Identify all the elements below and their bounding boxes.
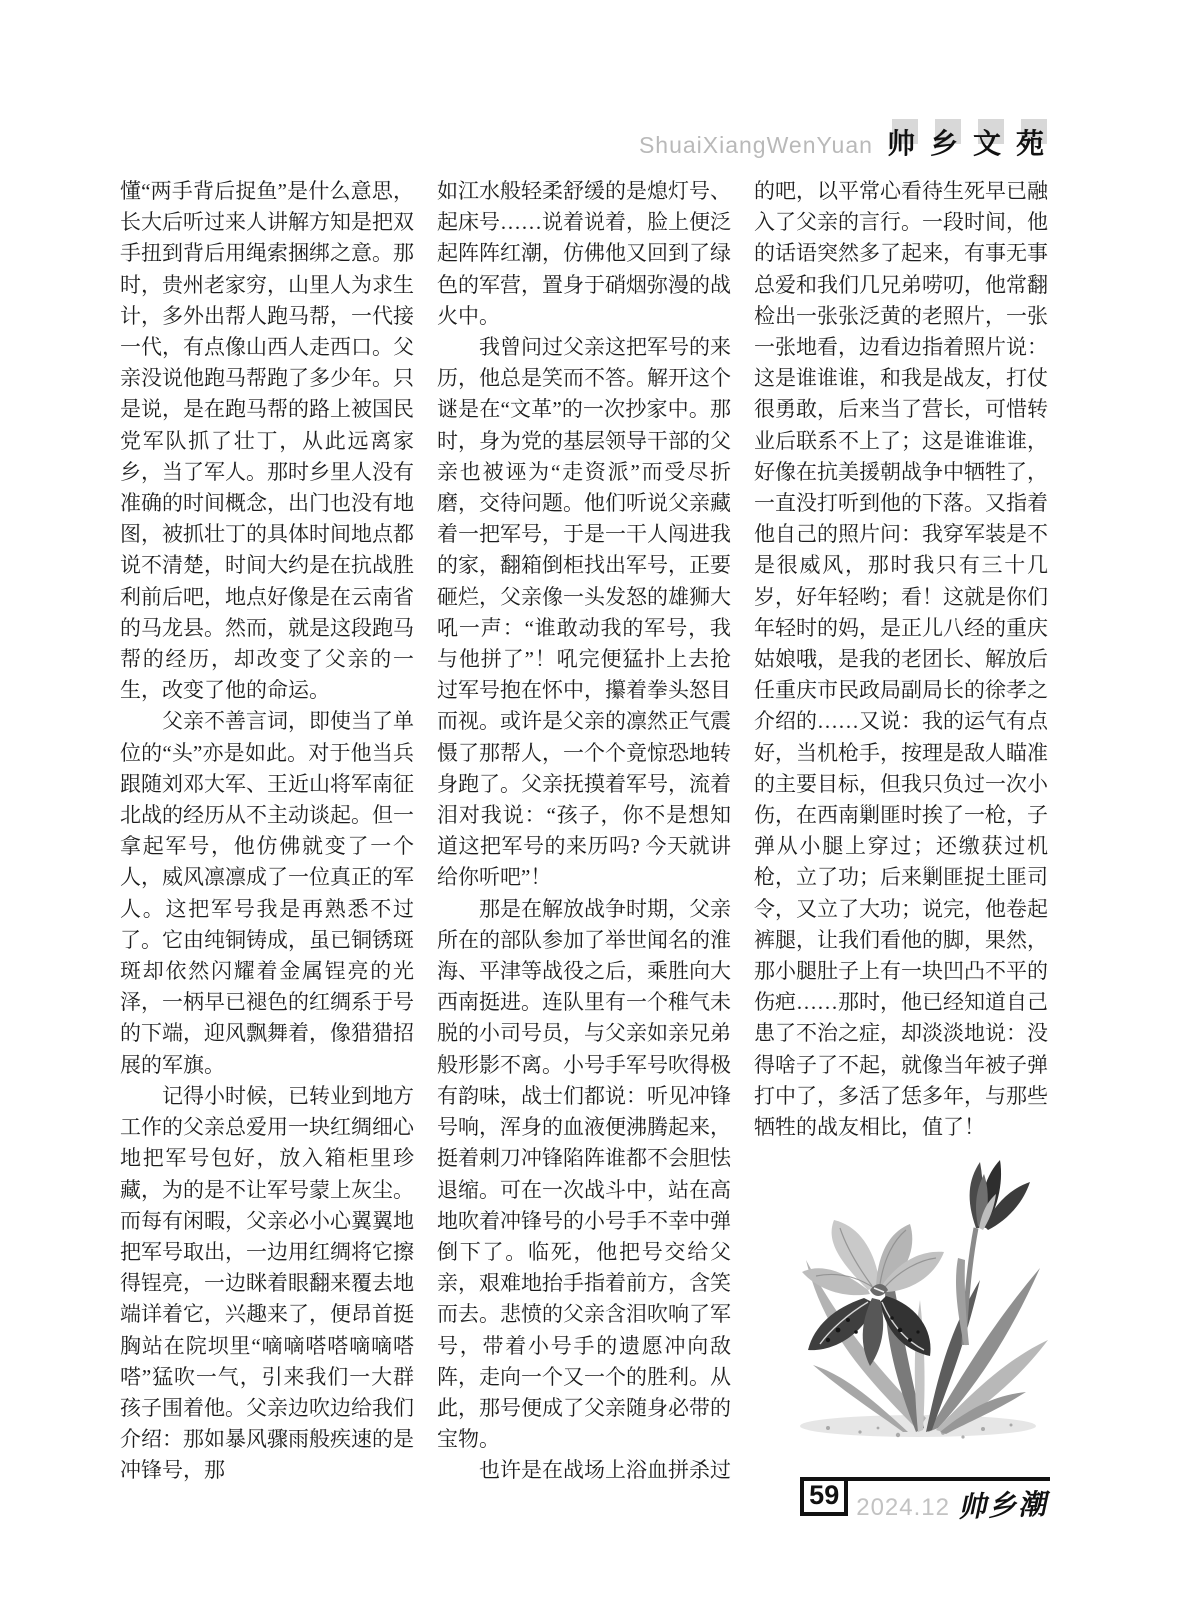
paragraph: 懂“两手背后捉鱼”是什么意思，长大后听过来人讲解方知是把双手扭到背后用绳索捆绑之意。那时，贵州老家穷，山里人为求生计，多外出帮人跑马帮，一代接一代，有点像山西人走西口。父亲没说他跑马帮跑了多少年。只是说，是在跑马帮的路上被国民党军队抓了壮丁，从此远离家乡，当了军人。那时乡里人没有准确的时间概念，出门也没有地图，被抓壮丁的具体时间地点都说不清楚，时间大约是在抗战胜利前后吧，地点好像是在云南省的马龙县。然而，就是这段跑马帮的经历，却改变了父亲的一生，改变了他的命运。 — [120, 179, 414, 703]
column-1 — [120, 176, 414, 1487]
page-number: 59 — [800, 1477, 848, 1516]
journal-title-char: 文 — [973, 122, 1005, 162]
journal-logo-script: 帅乡潮 — [957, 1487, 1049, 1524]
paragraph: 我曾问过父亲这把军号的来历，他总是笑而不答。解开这个谜是在“文革”的一次抄家中。那时，身为党的基层领导干部的父亲也被诬为“走资派”而受尽折磨，交待问题。他们听说父亲藏着一把军号，于是一干人闯进我的家，翻箱倒柜找出军号，正要砸烂，父亲像一头发怒的雄狮大吼一声：“谁敢动我的军号，我与他拼了”！吼完便猛扑上去抢过军号抱在怀中，攥着拳头怒目而视。或许是父亲的凛然正气震慑了那帮人，一个个竟惊恐地转身跑了。父亲抚摸着军号，流着泪对我说：“孩子，你不是想知道这把军号的来历吗? 今天就讲给你听吧”！ — [437, 335, 731, 890]
column-2 — [437, 176, 731, 1487]
iris-illustration — [768, 1140, 1054, 1440]
footer-rule — [848, 1477, 1050, 1524]
paragraph: 如江水般轻柔舒缓的是熄灯号、起床号……说着说着，脸上便泛起阵阵红潮，仿佛他又回到了绿色的军营，置身于硝烟弥漫的战火中。 — [437, 179, 731, 328]
paragraph: 那是在解放战争时期，父亲所在的部队参加了举世闻名的淮海、平津等战役之后，乘胜向大西南挺进。连队里有一个稚气未脱的小司号员，与父亲如亲兄弟般形影不离。小号手军号吹得极有韵味，战士们都说：听见冲锋号响，浑身的血液便沸腾起来，挺着刺刀冲锋陷阵谁都不会胆怯退缩。可在一次战斗中，站在高地吹着冲锋号的小号手不幸中弹倒下了。临死，他把号交给父亲，艰难地抬手指着前方，含笑而去。悲愤的父亲含泪吹响了军号，带着小号手的遗愿冲向敌阵，走向一个又一个的胜利。从此，那号便成了父亲随身必带的宝物。 — [437, 896, 731, 1452]
journal-title-char: 帅 — [887, 122, 919, 162]
paragraph: 也许是在战场上浴血拼杀过 — [479, 1458, 731, 1483]
journal-title-char: 乡 — [930, 122, 962, 162]
page-header — [639, 122, 1048, 162]
paragraph: 的吧，以平常心看待生死早已融入了父亲的言行。一段时间，他的话语突然多了起来，有事无事总爱和我们几兄弟唠叨，他常翻检出一张张泛黄的老照片，一张一张地看，边看边指着照片说：这是谁谁谁，和我是战友，打仗很勇敢，后来当了营长，可惜转业后联系不上了；这是谁谁谁，好像在抗美援朝战争中牺牲了，一直没打听到他的下落。又指着他自己的照片问：我穿军装是不是很威风，那时我只有三十几岁，好年轻哟；看！这就是你们年轻时的妈，是正儿八经的重庆姑娘哦，是我的老团长、解放后任重庆市民政局副局长的徐孝之介绍的……又说：我的运气有点好，当机枪手，按理是敌人瞄准的主要目标，但我只负过一次小伤，在西南剿匪时挨了一枪，子弹从小腿上穿过；还缴获过机枪，立了功；后来剿匪捉土匪司令，又立了大功；说完，他卷起裤腿，让我们看他的脚，果然，那小腿肚子上有一块凹凸不平的伤疤……那时，他已经知道自己患了不治之症，却淡淡地说：没得啥子了不起，就像当年被子弹打中了，多活了恁多年，与那些牺牲的战友相比，值了！ — [754, 179, 1048, 1140]
issue-date: 2024.12 — [856, 1494, 950, 1521]
journal-pinyin: ShuaiXiangWenYuan — [638, 132, 873, 158]
journal-title — [887, 122, 1048, 162]
journal-title-char: 苑 — [1016, 122, 1048, 162]
page-footer — [800, 1477, 1050, 1524]
paragraph: 记得小时候，已转业到地方工作的父亲总爱用一块红绸细心地把军号包好，放入箱柜里珍藏，为的是不让军号蒙上灰尘。而每有闲暇，父亲必小心翼翼地把军号取出，一边用红绸将它擦得锃亮，一边眯着眼翻来覆去地端详着它，兴趣来了，便昂首挺胸站在院坝里“嘀嘀嗒嗒嘀嘀嗒嗒”猛吹一气，引来我们一大群孩子围着他。父亲边吹边给我们介绍：那如暴风骤雨般疾速的是冲锋号，那 — [120, 1083, 414, 1483]
paragraph: 父亲不善言词，即使当了单位的“头”亦是如此。对于他当兵跟随刘邓大军、王近山将军南征北战的经历从不主动谈起。但一拿起军号，他仿佛就变了一个人，威风凛凛成了一位真正的军人。这把军号我是再熟悉不过了。它由纯铜铸成，虽已铜锈斑斑却依然闪耀着金属锃亮的光泽，一柄早已褪色的红绸系于号的下端，迎风飘舞着，像猎猎招展的军旗。 — [120, 709, 414, 1077]
